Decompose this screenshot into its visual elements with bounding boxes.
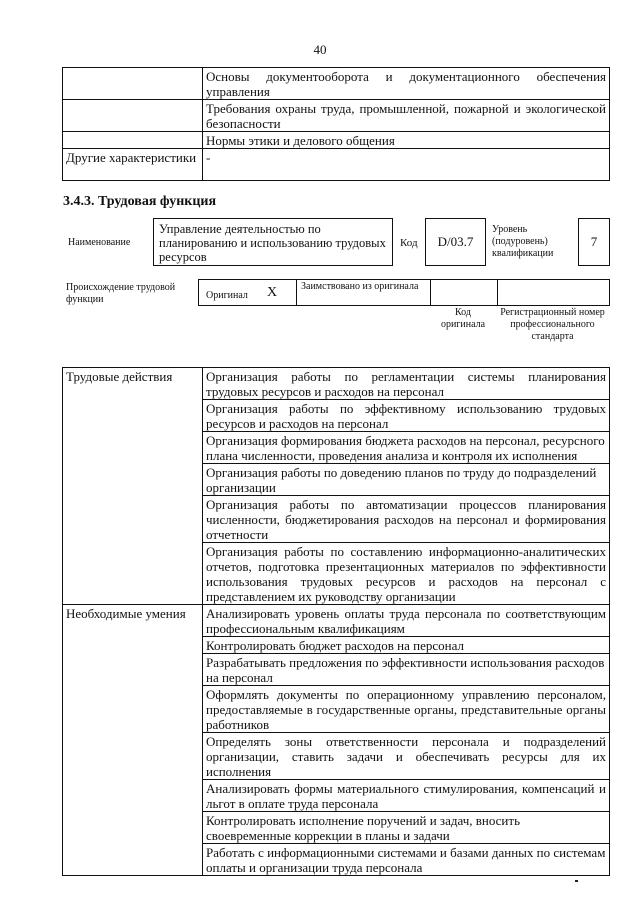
name-label: Наименование <box>68 237 131 248</box>
labor-action-item: Организация формирования бюджета расходов на персонал, ресурсного плана численности, проведения анализа и контроля их исполнения <box>203 432 610 464</box>
section-title: 3.4.3. Трудовая функция <box>63 194 217 209</box>
level-value: 7 <box>590 234 598 249</box>
labor-action-item: Организация работы по регламентации системы планирования трудовых ресурсов и расходов на персонал <box>203 368 610 400</box>
page-number: 40 <box>313 42 327 57</box>
name-box <box>153 218 393 266</box>
code-value: D/03.7 <box>437 234 474 249</box>
main-table <box>62 367 610 876</box>
top-table-left-cell <box>63 100 203 132</box>
labor-action-item: Организация работы по эффективному использованию трудовых ресурсов и расходов на персонал <box>203 400 610 432</box>
skill-item: Оформлять документы по операционному управлению персоналом, предоставляемые в государственные органы, представительные органы работников <box>203 686 610 733</box>
skill-item: Анализировать формы материального стимулирования, компенсаций и льгот в оплате труда персонала <box>203 780 610 812</box>
labor-action-item: Организация работы по составлению информационно-аналитических отчетов, подготовка презентационных материалов по эффективности использования трудовых ресурсов и расходов на персонал с представлением их руководству организации <box>203 543 610 605</box>
other-characteristics-label: Другие характеристики <box>63 149 203 181</box>
skill-item: Работать с информационными системами и базами данных по системам оплаты и организации труда персонала <box>203 844 610 876</box>
original-mark: X <box>267 285 278 300</box>
top-table-left-cell <box>63 68 203 100</box>
level-label: Уровень (подуровень) квалификации <box>492 224 554 259</box>
borrowed-label: Заимствовано из оригинала <box>301 281 419 292</box>
skill-item: Контролировать бюджет расходов на персонал <box>203 637 610 654</box>
skill-item: Разрабатывать предложения по эффективности использования расходов на персонал <box>203 654 610 686</box>
top-table-left-cell <box>63 132 203 149</box>
skill-item: Анализировать уровень оплаты труда персонала по соответствующим профессиональным квалификациям <box>203 605 610 637</box>
labor-actions-label: Трудовые действия <box>63 368 203 605</box>
code-label: Код <box>400 237 418 249</box>
reg-number-label: Регистрационный номер профессионального стандарта <box>500 307 605 342</box>
top-table-item: Основы документооборота и документационного обеспечения управления <box>203 68 610 100</box>
skill-item: Определять зоны ответственности персонала и подразделений организации, ставить задачи и обеспечивать ресурсы для их исполнения <box>203 733 610 780</box>
origin-label: Происхождение трудовой функции <box>66 282 176 305</box>
code-box <box>425 218 486 266</box>
function-name: Управление деятельностью по планированию и использованию трудовых ресурсов <box>159 222 386 264</box>
required-skills-label: Необходимые умения <box>63 605 203 876</box>
top-table-item: Требования охраны труда, промышленной, пожарной и экологической безопасности <box>203 100 610 132</box>
other-characteristics-value: - <box>203 149 610 181</box>
skill-item: Контролировать исполнение поручений и задач, вносить своевременные коррекции в планы и задачи <box>203 812 610 844</box>
scan-mark <box>575 880 578 882</box>
top-table-item: Нормы этики и делового общения <box>203 132 610 149</box>
labor-action-item: Организация работы по доведению планов по труду до подразделений организации <box>203 464 610 496</box>
original-label: Оригинал <box>206 290 248 301</box>
level-box <box>578 218 610 266</box>
top-table <box>62 67 610 181</box>
labor-action-item: Организация работы по автоматизации процессов планирования численности, бюджетирования расходов на персонал и формирования отчетности <box>203 496 610 543</box>
code-original-label: Код оригинала <box>440 307 486 330</box>
